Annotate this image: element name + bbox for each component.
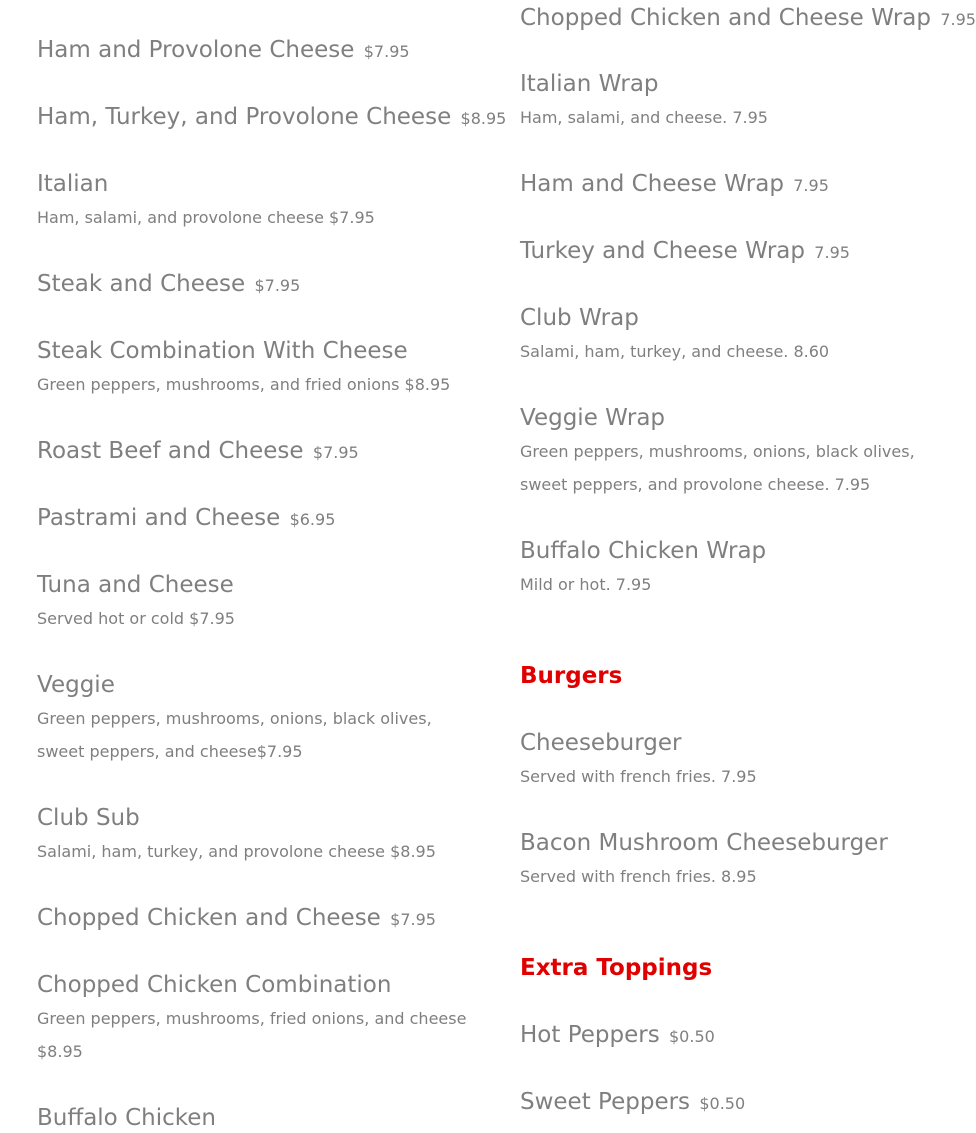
item-name: Buffalo Chicken — [37, 1105, 216, 1131]
item-title-row — [520, 169, 960, 201]
item-title-row — [37, 35, 482, 67]
item-name: Ham and Cheese Wrap — [520, 171, 784, 197]
item-title-row — [37, 436, 482, 468]
menu-item — [37, 35, 482, 67]
menu-item — [520, 1087, 960, 1119]
item-title-row — [520, 828, 960, 858]
menu-item — [37, 269, 482, 301]
menu-item — [37, 169, 482, 234]
item-title-row — [520, 728, 960, 758]
item-name: Italian Wrap — [520, 71, 659, 97]
menu-item — [37, 503, 482, 535]
menu-item — [520, 728, 960, 793]
item-name: Club Sub — [37, 805, 140, 831]
item-name: Chopped Chicken Combination — [37, 972, 392, 998]
item-name: Pastrami and Cheese — [37, 505, 281, 531]
item-title-row — [37, 570, 482, 600]
item-name: Tuna and Cheese — [37, 572, 234, 598]
item-title-row — [37, 102, 507, 134]
item-name: Steak and Cheese — [37, 271, 246, 297]
item-description: Green peppers, mushrooms, fried onions, and cheese $8.95 — [37, 1009, 467, 1061]
menu-item — [520, 169, 960, 201]
item-title-row — [520, 69, 960, 99]
item-title-row — [520, 536, 960, 566]
item-price: $6.95 — [289, 510, 336, 529]
item-title-row — [37, 269, 482, 301]
menu-item — [520, 1020, 960, 1052]
section-heading-burgers: Burgers — [520, 663, 623, 689]
item-name: Veggie Wrap — [520, 405, 666, 431]
item-price: $8.95 — [460, 109, 507, 128]
item-price: $7.95 — [254, 276, 301, 295]
item-title-row — [520, 303, 960, 333]
item-title-row — [37, 803, 482, 833]
item-price: $0.50 — [669, 1027, 715, 1046]
item-title-row — [37, 169, 482, 199]
item-name: Club Wrap — [520, 305, 639, 331]
item-name: Cheeseburger — [520, 730, 682, 756]
item-price: 7.95 — [793, 176, 829, 195]
item-title-row — [37, 336, 482, 366]
item-description: Green peppers, mushrooms, onions, black olives, sweet peppers, and provolone cheese. 7.95 — [520, 442, 915, 494]
menu-item — [520, 3, 976, 35]
item-description: Salami, ham, turkey, and cheese. 8.60 — [520, 342, 830, 361]
menu-item — [37, 670, 482, 768]
item-description: Green peppers, mushrooms, onions, black olives, sweet peppers, and cheese$7.95 — [37, 709, 432, 761]
item-price: $0.50 — [699, 1094, 746, 1113]
item-description: Ham, salami, and provolone cheese $7.95 — [37, 208, 375, 227]
item-description: Green peppers, mushrooms, and fried onions $8.95 — [37, 375, 451, 394]
menu-item — [37, 1103, 482, 1133]
item-name: Ham, Turkey, and Provolone Cheese — [37, 104, 452, 130]
item-title-row — [520, 236, 960, 268]
item-title-row — [37, 903, 482, 935]
item-title-row — [520, 1087, 960, 1119]
menu-item — [520, 236, 960, 268]
item-price: 7.95 — [814, 243, 850, 262]
item-description: Served with french fries. 8.95 — [520, 867, 757, 886]
menu-item — [520, 303, 960, 368]
item-name: Veggie — [37, 672, 115, 698]
item-title-row — [520, 403, 960, 433]
menu-item — [37, 803, 482, 868]
item-name: Italian — [37, 171, 109, 197]
menu-item — [37, 102, 507, 134]
item-price: $7.95 — [312, 443, 359, 462]
item-name: Chopped Chicken and Cheese Wrap — [520, 5, 932, 31]
item-price: $7.95 — [390, 910, 436, 929]
menu-item — [520, 403, 960, 501]
item-name: Buffalo Chicken Wrap — [520, 538, 767, 564]
item-title-row — [520, 3, 976, 35]
item-price: 7.95 — [940, 10, 976, 29]
menu-item — [37, 436, 482, 468]
menu-item — [520, 536, 960, 601]
item-name: Chopped Chicken and Cheese — [37, 905, 381, 931]
menu-item — [37, 570, 482, 635]
item-price: $7.95 — [363, 42, 410, 61]
item-title-row — [37, 1103, 482, 1133]
item-description: Served hot or cold $7.95 — [37, 609, 235, 628]
item-name: Turkey and Cheese Wrap — [520, 238, 805, 264]
item-name: Roast Beef and Cheese — [37, 438, 304, 464]
item-name: Steak Combination With Cheese — [37, 338, 408, 364]
menu-item — [520, 69, 960, 134]
section-heading-extra-toppings: Extra Toppings — [520, 955, 713, 981]
item-name: Bacon Mushroom Cheeseburger — [520, 830, 888, 856]
item-name: Sweet Peppers — [520, 1089, 691, 1115]
item-description: Salami, ham, turkey, and provolone cheese $8.95 — [37, 842, 436, 861]
item-description: Mild or hot. 7.95 — [520, 575, 652, 594]
menu-item — [37, 336, 482, 401]
menu-item — [520, 828, 960, 893]
item-title-row — [37, 970, 482, 1000]
menu-item — [37, 970, 482, 1068]
item-description: Ham, salami, and cheese. 7.95 — [520, 108, 768, 127]
item-name: Hot Peppers — [520, 1022, 660, 1048]
item-title-row — [37, 670, 482, 700]
item-name: Ham and Provolone Cheese — [37, 37, 355, 63]
item-title-row — [37, 503, 482, 535]
menu-item — [37, 903, 482, 935]
item-title-row — [520, 1020, 960, 1052]
item-description: Served with french fries. 7.95 — [520, 767, 757, 786]
